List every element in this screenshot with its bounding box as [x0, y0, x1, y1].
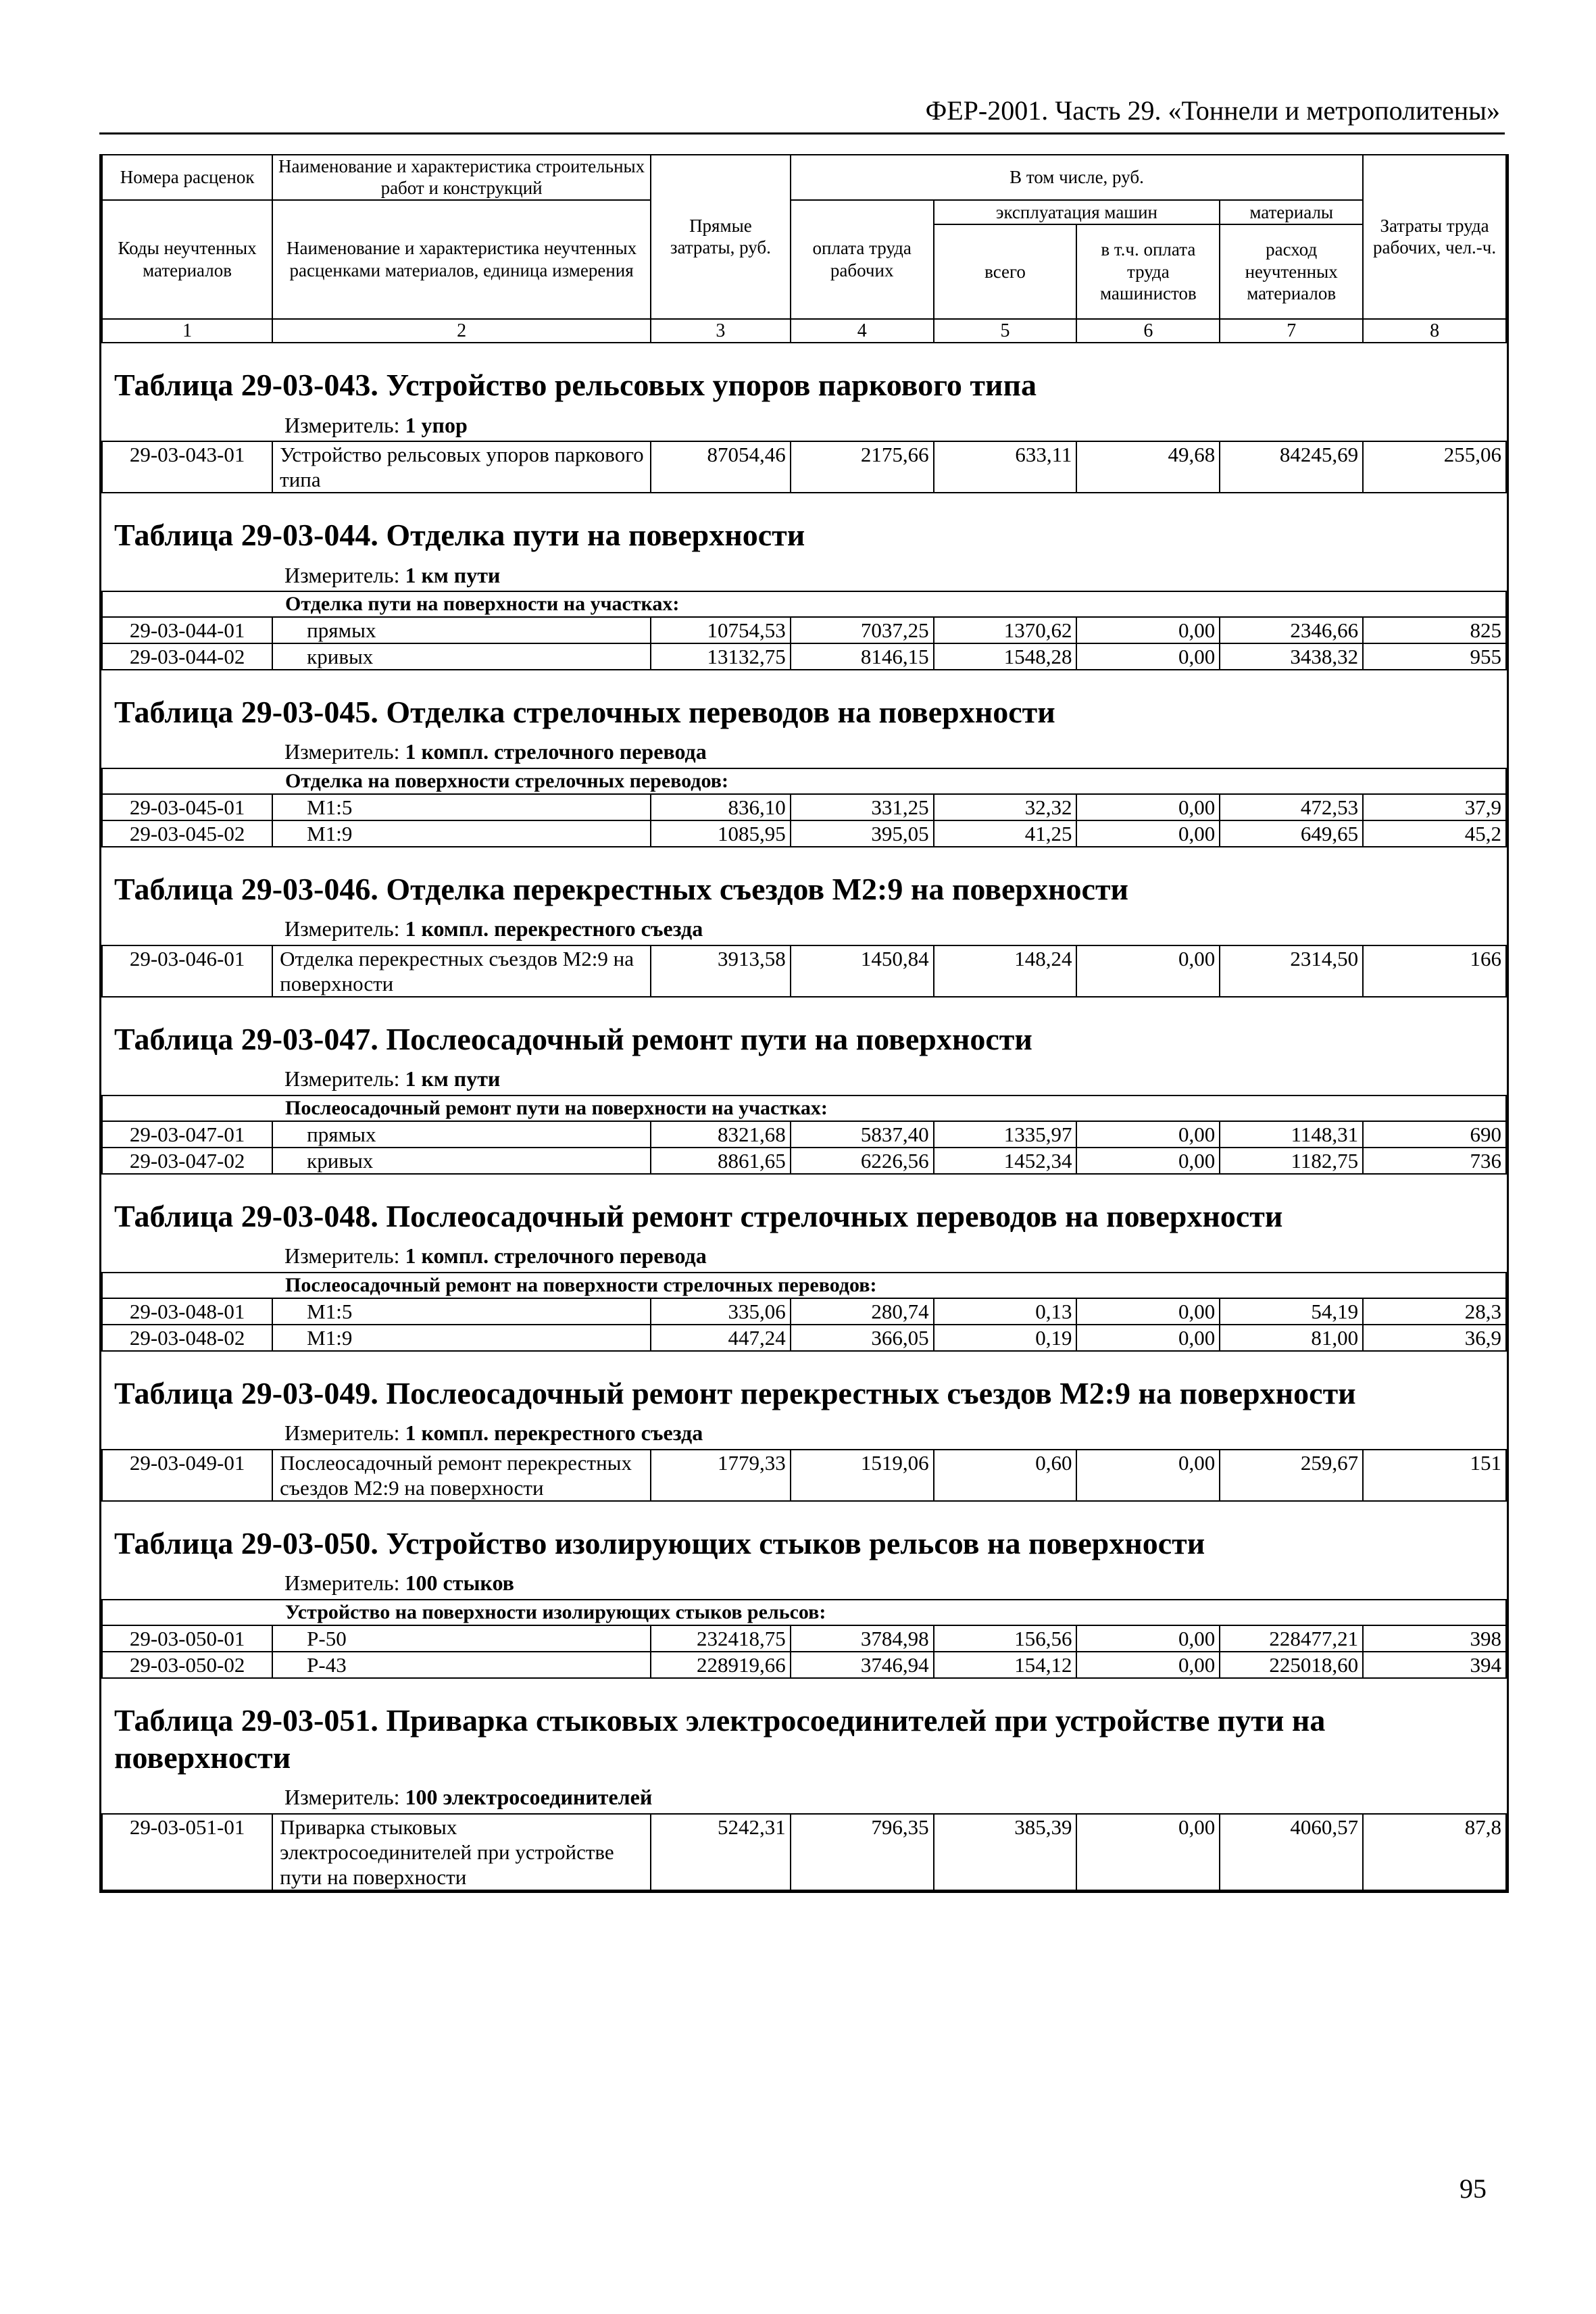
cell-c5: 156,56 [934, 1625, 1077, 1652]
measure-line [102, 1066, 1506, 1095]
cell-c3: 5242,31 [651, 1814, 791, 1891]
cell-c4: 796,35 [791, 1814, 934, 1891]
cell-c3: 228919,66 [651, 1652, 791, 1678]
cell-c3: 836,10 [651, 794, 791, 820]
cell-c8: 87,8 [1363, 1814, 1506, 1891]
cell-name: Приварка стыковых электросоединителей при устройстве пути на поверхности [272, 1814, 651, 1891]
col-header-rate-numbers: Номера расценок [102, 155, 272, 200]
measure-line [102, 1570, 1506, 1599]
cell-c5: 32,32 [934, 794, 1077, 820]
cell-c3: 8861,65 [651, 1148, 791, 1174]
col-header-material-name: Наименование и характеристика неучтенных расценками материалов, единица измерения [272, 200, 651, 319]
table-title-row [102, 493, 1506, 562]
section-heading: Отделка пути на поверхности на участках: [102, 591, 1506, 617]
col-header-materials: материалы [1220, 200, 1363, 224]
table-title: Таблица 29-03-050. Устройство изолирующих стыков рельсов на поверхности [114, 1526, 1205, 1561]
section-heading: Отделка на поверхности стрелочных переводов: [102, 768, 1506, 794]
measure-label: Измеритель: [284, 1785, 400, 1810]
cell-name: М1:5 [272, 1298, 651, 1325]
measure-value: 1 компл. перекрестного съезда [405, 1421, 703, 1446]
measure-row [102, 916, 1506, 945]
measure-value: 1 км пути [405, 562, 501, 587]
measure-line [102, 412, 1506, 441]
cell-c5: 0,13 [934, 1298, 1077, 1325]
section-heading-row [102, 1273, 1506, 1298]
measure-label: Измеритель: [284, 1571, 400, 1596]
table-row [102, 794, 1506, 820]
col-header-labor: Затраты труда рабочих, чел.-ч. [1363, 155, 1506, 319]
table-row [102, 441, 1506, 493]
cell-code: 29-03-045-01 [102, 794, 272, 820]
table-title: Таблица 29-03-046. Отделка перекрестных съездов М2:9 на поверхности [114, 872, 1129, 907]
cell-code: 29-03-046-01 [102, 945, 272, 997]
cell-c4: 5837,40 [791, 1121, 934, 1148]
cell-c4: 395,05 [791, 820, 934, 847]
table-row [102, 1450, 1506, 1501]
cell-c5: 0,60 [934, 1450, 1077, 1501]
measure-line [102, 916, 1506, 945]
measure-row [102, 1243, 1506, 1272]
cell-code: 29-03-044-01 [102, 617, 272, 643]
cell-c8: 36,9 [1363, 1325, 1506, 1351]
col-num: 4 [791, 319, 934, 343]
col-header-direct-costs: Прямые затраты, руб. [651, 155, 791, 319]
cell-c6: 49,68 [1076, 441, 1220, 493]
table-title-row [102, 997, 1506, 1066]
cell-c7: 225018,60 [1220, 1652, 1363, 1678]
cell-name: прямых [272, 617, 651, 643]
cell-c3: 335,06 [651, 1298, 791, 1325]
measure-row [102, 562, 1506, 591]
cell-c6: 0,00 [1076, 945, 1220, 997]
measure-row [102, 1570, 1506, 1599]
cell-c7: 4060,57 [1220, 1814, 1363, 1891]
measure-value: 1 упор [405, 412, 468, 437]
cell-c5: 1370,62 [934, 617, 1077, 643]
table-title: Таблица 29-03-049. Послеосадочный ремонт перекрестных съездов М2:9 на поверхности [114, 1376, 1356, 1411]
table-title-row [102, 343, 1506, 412]
col-header-machines: эксплуатация машин [934, 200, 1220, 224]
cell-c3: 10754,53 [651, 617, 791, 643]
table-row [102, 1325, 1506, 1351]
cell-c7: 3438,32 [1220, 643, 1363, 670]
cell-name: Р-50 [272, 1625, 651, 1652]
col-num: 6 [1076, 319, 1220, 343]
table-row [102, 1121, 1506, 1148]
cell-c5: 1548,28 [934, 643, 1077, 670]
table-title-row [102, 847, 1506, 916]
col-num: 3 [651, 319, 791, 343]
cell-name: кривых [272, 643, 651, 670]
cell-c6: 0,00 [1076, 1652, 1220, 1678]
measure-label: Измеритель: [284, 1421, 400, 1446]
table-title-row [102, 670, 1506, 739]
col-num: 5 [934, 319, 1077, 343]
header-rule [99, 132, 1505, 134]
page-header: ФЕР-2001. Часть 29. «Тоннели и метрополитены» [925, 95, 1500, 126]
rates-table-sheet [99, 154, 1509, 1893]
cell-c3: 3913,58 [651, 945, 791, 997]
measure-line [102, 1784, 1506, 1813]
table-title: Таблица 29-03-048. Послеосадочный ремонт стрелочных переводов на поверхности [114, 1199, 1283, 1234]
cell-c3: 232418,75 [651, 1625, 791, 1652]
cell-c5: 633,11 [934, 441, 1077, 493]
table-title: Таблица 29-03-051. Приварка стыковых электросоединителей при устройстве пути на поверхности [114, 1703, 1326, 1775]
cell-c7: 2314,50 [1220, 945, 1363, 997]
measure-row [102, 1066, 1506, 1095]
cell-c7: 84245,69 [1220, 441, 1363, 493]
cell-code: 29-03-044-02 [102, 643, 272, 670]
col-header-machines-total: всего [934, 224, 1077, 319]
measure-line [102, 562, 1506, 591]
cell-code: 29-03-049-01 [102, 1450, 272, 1501]
cell-c4: 3784,98 [791, 1625, 934, 1652]
cell-c5: 385,39 [934, 1814, 1077, 1891]
table-title-row [102, 1501, 1506, 1570]
cell-c4: 7037,25 [791, 617, 934, 643]
measure-label: Измеритель: [284, 1244, 400, 1269]
table-title: Таблица 29-03-047. Послеосадочный ремонт пути на поверхности [114, 1022, 1032, 1057]
cell-c6: 0,00 [1076, 1325, 1220, 1351]
rates-table [101, 154, 1507, 1891]
cell-c6: 0,00 [1076, 1814, 1220, 1891]
table-row [102, 1625, 1506, 1652]
cell-c4: 331,25 [791, 794, 934, 820]
cell-c8: 736 [1363, 1148, 1506, 1174]
cell-c5: 154,12 [934, 1652, 1077, 1678]
cell-c8: 37,9 [1363, 794, 1506, 820]
measure-value: 1 компл. перекрестного съезда [405, 916, 703, 941]
cell-c6: 0,00 [1076, 1121, 1220, 1148]
cell-name: Отделка перекрестных съездов М2:9 на поверхности [272, 945, 651, 997]
col-header-operator-pay: в т.ч. оплата труда машинистов [1076, 224, 1220, 319]
cell-c4: 6226,56 [791, 1148, 934, 1174]
table-title-row [102, 1351, 1506, 1420]
col-num: 2 [272, 319, 651, 343]
measure-label: Измеритель: [284, 1066, 400, 1091]
table-title-row [102, 1678, 1506, 1784]
cell-c6: 0,00 [1076, 1298, 1220, 1325]
cell-c3: 8321,68 [651, 1121, 791, 1148]
page-number: 95 [1460, 2173, 1487, 2204]
cell-c6: 0,00 [1076, 794, 1220, 820]
cell-code: 29-03-050-01 [102, 1625, 272, 1652]
cell-c8: 394 [1363, 1652, 1506, 1678]
cell-c7: 54,19 [1220, 1298, 1363, 1325]
cell-code: 29-03-045-02 [102, 820, 272, 847]
cell-c3: 87054,46 [651, 441, 791, 493]
col-header-work-name: Наименование и характеристика строительных работ и конструкций [272, 155, 651, 200]
cell-code: 29-03-043-01 [102, 441, 272, 493]
cell-c8: 151 [1363, 1450, 1506, 1501]
section-heading-row [102, 1600, 1506, 1625]
measure-row [102, 1420, 1506, 1449]
measure-value: 1 компл. стрелочного перевода [405, 1244, 707, 1269]
cell-c4: 2175,66 [791, 441, 934, 493]
cell-c3: 1085,95 [651, 820, 791, 847]
cell-c6: 0,00 [1076, 617, 1220, 643]
cell-name: М1:9 [272, 1325, 651, 1351]
column-numbers-row [102, 319, 1506, 343]
cell-c8: 45,2 [1363, 820, 1506, 847]
cell-c4: 1450,84 [791, 945, 934, 997]
section-heading: Послеосадочный ремонт пути на поверхности на участках: [102, 1096, 1506, 1121]
measure-line [102, 1243, 1506, 1272]
measure-line [102, 739, 1506, 768]
cell-c8: 398 [1363, 1625, 1506, 1652]
section-heading: Устройство на поверхности изолирующих стыков рельсов: [102, 1600, 1506, 1625]
section-heading: Послеосадочный ремонт на поверхности стрелочных переводов: [102, 1273, 1506, 1298]
table-row [102, 1298, 1506, 1325]
cell-c3: 13132,75 [651, 643, 791, 670]
section-heading-row [102, 768, 1506, 794]
cell-c4: 8146,15 [791, 643, 934, 670]
measure-label: Измеритель: [284, 739, 400, 764]
cell-c7: 81,00 [1220, 1325, 1363, 1351]
cell-c3: 1779,33 [651, 1450, 791, 1501]
cell-c7: 2346,66 [1220, 617, 1363, 643]
measure-line [102, 1420, 1506, 1449]
table-row [102, 945, 1506, 997]
cell-name: М1:5 [272, 794, 651, 820]
cell-c8: 825 [1363, 617, 1506, 643]
cell-name: Послеосадочный ремонт перекрестных съездов М2:9 на поверхности [272, 1450, 651, 1501]
table-row [102, 820, 1506, 847]
cell-c6: 0,00 [1076, 1625, 1220, 1652]
cell-name: Р-43 [272, 1652, 651, 1678]
col-header-material-usage: расход неучтенных материалов [1220, 224, 1363, 319]
col-num: 8 [1363, 319, 1506, 343]
cell-c7: 228477,21 [1220, 1625, 1363, 1652]
table-title: Таблица 29-03-044. Отделка пути на поверхности [114, 518, 805, 553]
cell-c7: 1148,31 [1220, 1121, 1363, 1148]
cell-c3: 447,24 [651, 1325, 791, 1351]
cell-code: 29-03-048-01 [102, 1298, 272, 1325]
cell-c7: 472,53 [1220, 794, 1363, 820]
cell-name: кривых [272, 1148, 651, 1174]
cell-c5: 0,19 [934, 1325, 1077, 1351]
cell-c4: 280,74 [791, 1298, 934, 1325]
measure-label: Измеритель: [284, 412, 400, 437]
cell-c4: 3746,94 [791, 1652, 934, 1678]
table-row [102, 1814, 1506, 1891]
cell-c5: 41,25 [934, 820, 1077, 847]
measure-value: 100 стыков [405, 1571, 514, 1596]
measure-value: 100 электросоединителей [405, 1785, 653, 1810]
cell-code: 29-03-051-01 [102, 1814, 272, 1891]
cell-code: 29-03-047-01 [102, 1121, 272, 1148]
cell-c8: 28,3 [1363, 1298, 1506, 1325]
measure-label: Измеритель: [284, 562, 400, 587]
col-header-worker-pay: оплата труда рабочих [791, 200, 934, 319]
table-row [102, 643, 1506, 670]
section-heading-row [102, 591, 1506, 617]
cell-c5: 1335,97 [934, 1121, 1077, 1148]
col-header-material-codes: Коды неучтенных материалов [102, 200, 272, 319]
cell-code: 29-03-047-02 [102, 1148, 272, 1174]
cell-c7: 649,65 [1220, 820, 1363, 847]
table-title: Таблица 29-03-043. Устройство рельсовых упоров паркового типа [114, 368, 1037, 403]
cell-c6: 0,00 [1076, 820, 1220, 847]
cell-c8: 690 [1363, 1121, 1506, 1148]
cell-name: прямых [272, 1121, 651, 1148]
table-title: Таблица 29-03-045. Отделка стрелочных переводов на поверхности [114, 695, 1055, 730]
cell-c4: 1519,06 [791, 1450, 934, 1501]
measure-row [102, 1784, 1506, 1813]
col-num: 1 [102, 319, 272, 343]
col-header-group: В том числе, руб. [791, 155, 1363, 200]
measure-row [102, 412, 1506, 441]
cell-name: Устройство рельсовых упоров паркового типа [272, 441, 651, 493]
measure-row [102, 739, 1506, 768]
cell-c6: 0,00 [1076, 1148, 1220, 1174]
cell-c4: 366,05 [791, 1325, 934, 1351]
cell-name: М1:9 [272, 820, 651, 847]
measure-value: 1 компл. стрелочного перевода [405, 739, 707, 764]
section-heading-row [102, 1096, 1506, 1121]
table-row [102, 1652, 1506, 1678]
table-title-row [102, 1174, 1506, 1243]
cell-c7: 1182,75 [1220, 1148, 1363, 1174]
measure-label: Измеритель: [284, 916, 400, 941]
table-row [102, 617, 1506, 643]
cell-c8: 166 [1363, 945, 1506, 997]
cell-c7: 259,67 [1220, 1450, 1363, 1501]
measure-value: 1 км пути [405, 1066, 501, 1091]
cell-code: 29-03-050-02 [102, 1652, 272, 1678]
cell-c8: 955 [1363, 643, 1506, 670]
cell-c6: 0,00 [1076, 1450, 1220, 1501]
cell-c8: 255,06 [1363, 441, 1506, 493]
col-num: 7 [1220, 319, 1363, 343]
cell-code: 29-03-048-02 [102, 1325, 272, 1351]
cell-c6: 0,00 [1076, 643, 1220, 670]
table-row [102, 1148, 1506, 1174]
cell-c5: 148,24 [934, 945, 1077, 997]
cell-c5: 1452,34 [934, 1148, 1077, 1174]
